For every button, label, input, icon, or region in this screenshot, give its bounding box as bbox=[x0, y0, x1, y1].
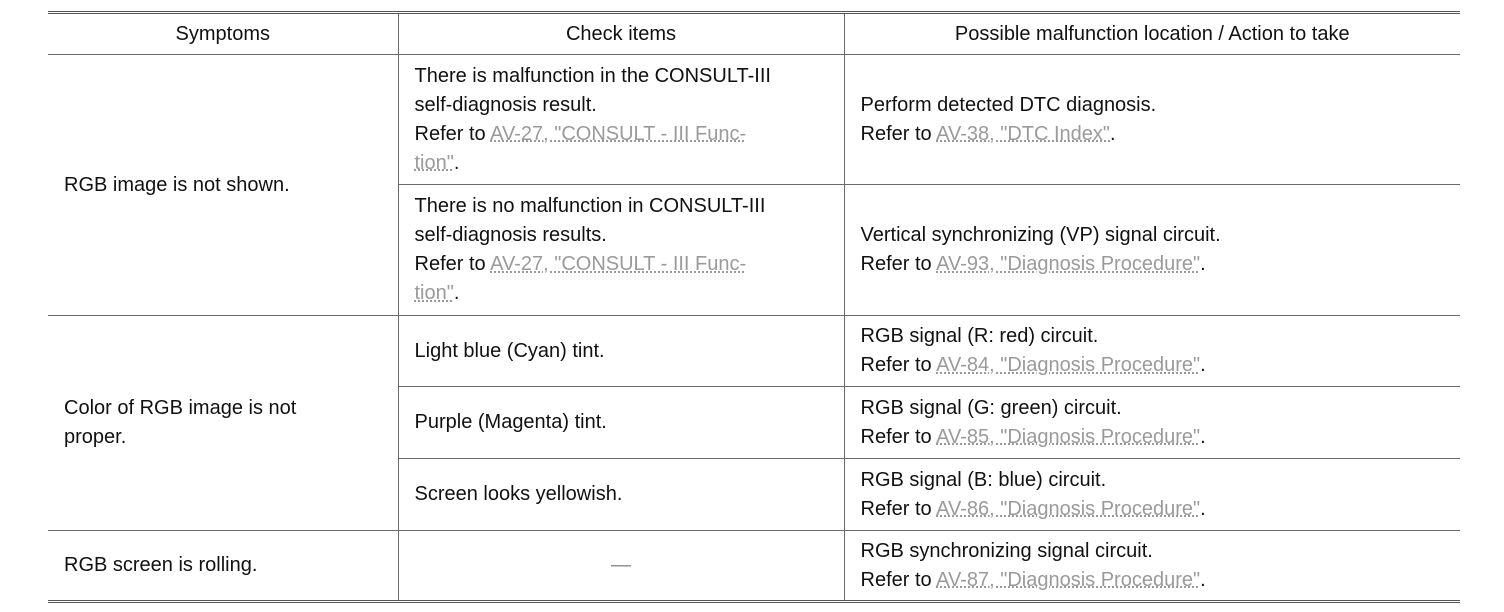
diagnosis-procedure-link[interactable]: AV-86, "Diagnosis Procedure" bbox=[936, 497, 1201, 520]
table-row bbox=[48, 316, 1460, 387]
consult-function-link[interactable]: AV-27, "CONSULT - III Func- bbox=[490, 122, 747, 145]
refer-text: Refer to bbox=[860, 425, 937, 448]
diagnosis-procedure-link[interactable]: AV-93, "Diagnosis Procedure" bbox=[936, 253, 1201, 275]
symptom-cell bbox=[48, 531, 398, 602]
check-cell bbox=[398, 531, 844, 602]
table-row bbox=[48, 55, 1460, 185]
check-text: There is no malfunction in CONSULT-III bbox=[414, 195, 766, 217]
period-text: . bbox=[1200, 253, 1206, 275]
dtc-index-link[interactable]: AV-38, "DTC Index" bbox=[936, 122, 1111, 145]
table-row bbox=[48, 531, 1460, 602]
symptom-cell bbox=[48, 55, 398, 316]
period-text: . bbox=[1200, 497, 1206, 520]
check-cell bbox=[398, 185, 844, 316]
consult-function-link-cont[interactable]: tion" bbox=[414, 151, 454, 174]
action-text: RGB signal (B: blue) circuit. bbox=[860, 468, 1107, 491]
action-cell bbox=[844, 387, 1460, 459]
header-symptoms: Symptoms bbox=[48, 13, 398, 55]
check-text: Purple (Magenta) tint. bbox=[414, 411, 607, 433]
period-text: . bbox=[1200, 568, 1206, 591]
consult-function-link-cont[interactable]: tion" bbox=[414, 282, 454, 304]
check-cell bbox=[398, 387, 844, 459]
check-text: There is malfunction in the CONSULT-III bbox=[414, 64, 771, 87]
diagnosis-procedure-link[interactable]: AV-84, "Diagnosis Procedure" bbox=[936, 354, 1201, 376]
action-text: Vertical synchronizing (VP) signal circuit. bbox=[860, 224, 1221, 246]
check-text: self-diagnosis result. bbox=[414, 93, 597, 116]
action-cell bbox=[844, 316, 1460, 387]
action-cell bbox=[844, 185, 1460, 316]
refer-text: Refer to bbox=[414, 253, 491, 275]
action-cell bbox=[844, 459, 1460, 531]
check-cell bbox=[398, 459, 844, 531]
diagnosis-procedure-link[interactable]: AV-85, "Diagnosis Procedure" bbox=[936, 425, 1201, 448]
refer-text: Refer to bbox=[860, 497, 937, 520]
period-text: . bbox=[1110, 122, 1116, 145]
no-check-dash: — bbox=[611, 554, 631, 576]
symptom-text: RGB screen is rolling. bbox=[64, 554, 258, 576]
refer-text: Refer to bbox=[860, 568, 937, 591]
action-text: RGB signal (R: red) circuit. bbox=[860, 325, 1099, 347]
symptom-cell bbox=[48, 316, 398, 531]
check-text: Screen looks yellowish. bbox=[414, 483, 623, 505]
period-text: . bbox=[1200, 354, 1206, 376]
check-text: Light blue (Cyan) tint. bbox=[414, 339, 605, 362]
header-check-items: Check items bbox=[398, 13, 844, 55]
refer-text: Refer to bbox=[860, 122, 937, 145]
action-cell bbox=[844, 55, 1460, 185]
action-cell bbox=[844, 531, 1460, 602]
refer-text: Refer to bbox=[860, 354, 937, 376]
period-text: . bbox=[1200, 425, 1206, 448]
diagnosis-table bbox=[48, 11, 1460, 603]
period-text: . bbox=[453, 151, 460, 174]
refer-text: Refer to bbox=[860, 253, 937, 275]
header-row bbox=[48, 13, 1460, 55]
period-text: . bbox=[453, 282, 460, 304]
symptom-text: proper. bbox=[64, 426, 127, 448]
check-text: self-diagnosis results. bbox=[414, 224, 607, 246]
action-text: RGB synchronizing signal circuit. bbox=[860, 539, 1153, 562]
header-action: Possible malfunction location / Action to take bbox=[844, 13, 1460, 55]
check-cell bbox=[398, 55, 844, 185]
diagnosis-table-container bbox=[48, 11, 1460, 603]
consult-function-link[interactable]: AV-27, "CONSULT - III Func- bbox=[490, 253, 747, 275]
symptom-text: Color of RGB image is not bbox=[64, 397, 297, 419]
diagnosis-procedure-link[interactable]: AV-87, "Diagnosis Procedure" bbox=[936, 568, 1201, 591]
action-text: RGB signal (G: green) circuit. bbox=[860, 396, 1122, 419]
check-cell bbox=[398, 316, 844, 387]
refer-text: Refer to bbox=[414, 122, 491, 145]
action-text: Perform detected DTC diagnosis. bbox=[860, 93, 1157, 116]
symptom-text: RGB image is not shown. bbox=[64, 173, 290, 196]
